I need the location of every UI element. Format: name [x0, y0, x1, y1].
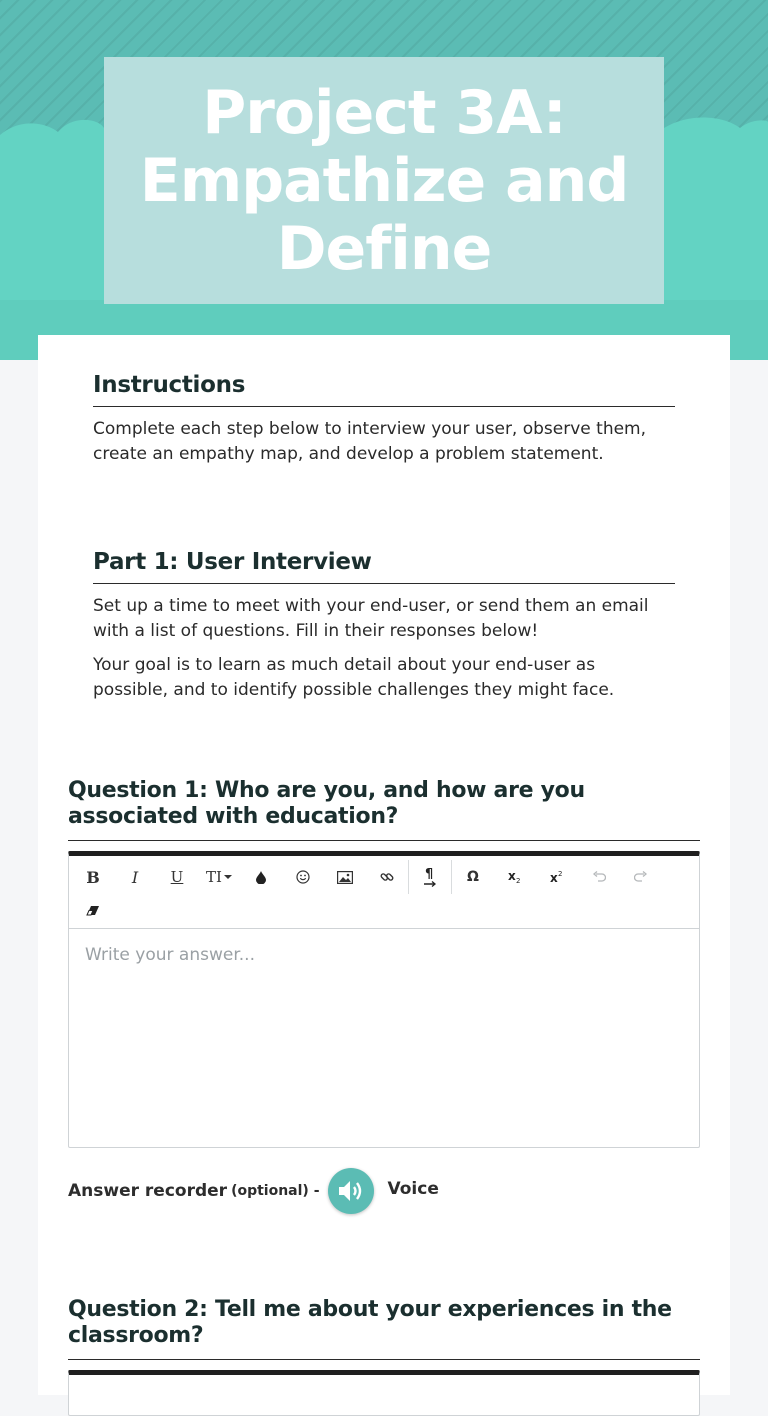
emoji-button[interactable]	[282, 860, 324, 894]
recorder-optional: (optional) -	[231, 1183, 320, 1199]
special-character-button[interactable]: Ω	[467, 869, 479, 885]
eraser-icon	[85, 905, 101, 917]
content-card	[38, 335, 730, 1395]
voice-label: Voice	[387, 1179, 439, 1199]
part1-paragraph: Your goal is to learn as much detail about your end-user as possible, and to identify possible challenges they might face.	[93, 655, 615, 700]
paragraph-icon	[423, 867, 437, 887]
svg-text:2: 2	[516, 877, 521, 884]
part1-heading: Part 1: User Interview	[93, 549, 675, 584]
link-icon	[380, 870, 394, 884]
part1-paragraph: Set up a time to meet with your end-user, or send them an email with a list of questions. Fill in their responses below!	[93, 596, 649, 641]
answer-recorder	[68, 1168, 700, 1214]
redo-icon	[634, 871, 648, 883]
paragraph-direction-button[interactable]	[409, 860, 452, 894]
subscript-button[interactable]	[494, 860, 536, 894]
redo-button[interactable]	[620, 860, 662, 894]
answer-input[interactable]: Write your answer...	[85, 945, 255, 965]
smiley-icon	[296, 870, 310, 884]
instructions-heading: Instructions	[93, 372, 675, 407]
chevron-down-icon	[224, 874, 232, 880]
subscript-icon	[507, 870, 523, 884]
svg-text:x: x	[508, 870, 516, 883]
question-2-heading: Question 2: Tell me about your experiences in the classroom?	[68, 1297, 700, 1360]
editor-toolbar	[69, 856, 699, 929]
recorder-label: Answer recorder	[68, 1181, 228, 1201]
text-size-dropdown[interactable]: TI	[198, 860, 240, 894]
instructions-text: Complete each step below to interview your user, observe them, create an empathy map, and develop a problem statement.	[93, 419, 647, 464]
part1-section	[93, 549, 675, 703]
superscript-icon	[549, 870, 565, 884]
image-icon	[337, 871, 353, 884]
underline-button[interactable]: U	[170, 868, 184, 886]
page-title: Project 3A: Empathize and Define	[139, 77, 629, 284]
italic-button[interactable]: I	[131, 867, 139, 887]
image-button[interactable]	[324, 860, 366, 894]
question-1-heading: Question 1: Who are you, and how are you associated with education?	[68, 778, 700, 841]
undo-button[interactable]	[578, 860, 620, 894]
question-1	[68, 778, 700, 1214]
superscript-button[interactable]	[536, 860, 578, 894]
bold-button[interactable]: B	[86, 867, 100, 887]
undo-icon	[592, 871, 606, 883]
instructions-section	[93, 372, 675, 467]
rich-text-editor	[68, 851, 700, 1148]
svg-text:¶: ¶	[425, 867, 434, 882]
clear-formatting-button[interactable]	[72, 894, 114, 928]
droplet-icon	[256, 871, 266, 884]
svg-text:x: x	[550, 871, 558, 884]
voice-record-button[interactable]	[328, 1168, 374, 1214]
speaker-icon	[336, 1178, 366, 1204]
header-banner	[0, 0, 768, 360]
title-box	[104, 57, 664, 304]
text-color-button[interactable]	[240, 860, 282, 894]
link-button[interactable]	[366, 860, 409, 894]
rich-text-editor	[68, 1370, 700, 1416]
svg-text:2: 2	[558, 870, 563, 878]
question-2	[68, 1297, 700, 1416]
